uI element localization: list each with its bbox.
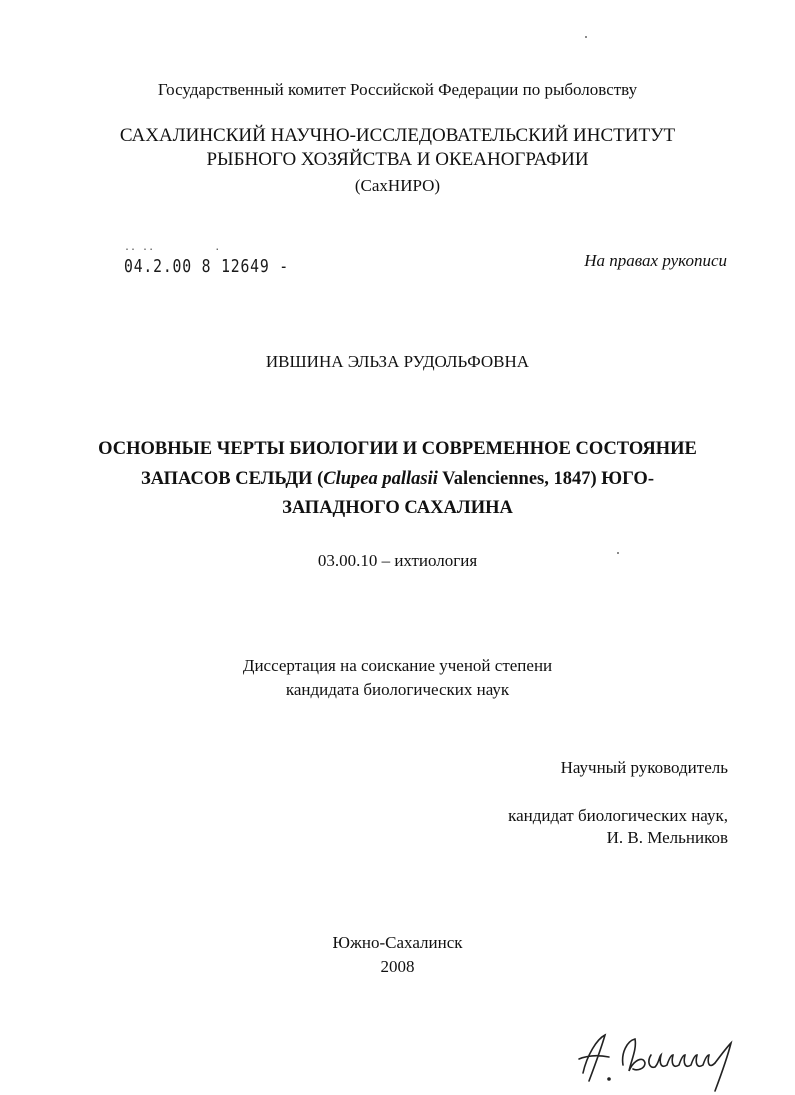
title-line2-prefix: ЗАПАСОВ СЕЛЬДИ ( [141, 469, 324, 489]
species-name: Clupea pallasii [323, 469, 438, 489]
supervisor-name: И. В. Мельников [606, 828, 728, 847]
scan-speck [585, 36, 587, 38]
title-line3: ЗАПАДНОГО САХАЛИНА [282, 498, 513, 518]
archive-number: 04.2.00 8 12649 - [124, 256, 290, 277]
city: Южно-Сахалинск [332, 933, 463, 952]
supervisor-degree: кандидат биологических наук, [508, 806, 728, 825]
year: 2008 [380, 957, 415, 976]
title-line2 [0, 464, 795, 494]
institute-name-line1: САХАЛИНСКИЙ НАУЧНО-ИССЛЕДОВАТЕЛЬСКИЙ ИНСТИТУТ [119, 125, 676, 146]
committee-name: Государственный комитет Российской Федерации по рыболовству [157, 80, 638, 99]
scan-speck [617, 552, 619, 554]
manuscript-rights-note: На правах рукописи [584, 251, 727, 270]
dissertation-line2: кандидата биологических наук [285, 680, 510, 699]
author-name: ИВШИНА ЭЛЬЗА РУДОЛЬФОВНА [265, 352, 530, 371]
institute-abbreviation: (СахНИРО) [354, 176, 441, 195]
specialty-code: 03.00.10 – ихтиология [317, 551, 478, 570]
supervisor-label: Научный руководитель [560, 758, 728, 777]
title-line2-suffix: Valenciennes, 1847) ЮГО- [437, 469, 654, 489]
handwritten-signature [575, 1025, 745, 1095]
title-line1: ОСНОВНЫЕ ЧЕРТЫ БИОЛОГИИ И СОВРЕМЕННОЕ СОСТОЯНИЕ [98, 439, 697, 459]
institute-name-line2: РЫБНОГО ХОЗЯЙСТВА И ОКЕАНОГРАФИИ [206, 149, 589, 170]
dissertation-line1: Диссертация на соискание ученой степени [242, 656, 553, 675]
archive-stamp-marks: .. .. . [124, 242, 221, 253]
